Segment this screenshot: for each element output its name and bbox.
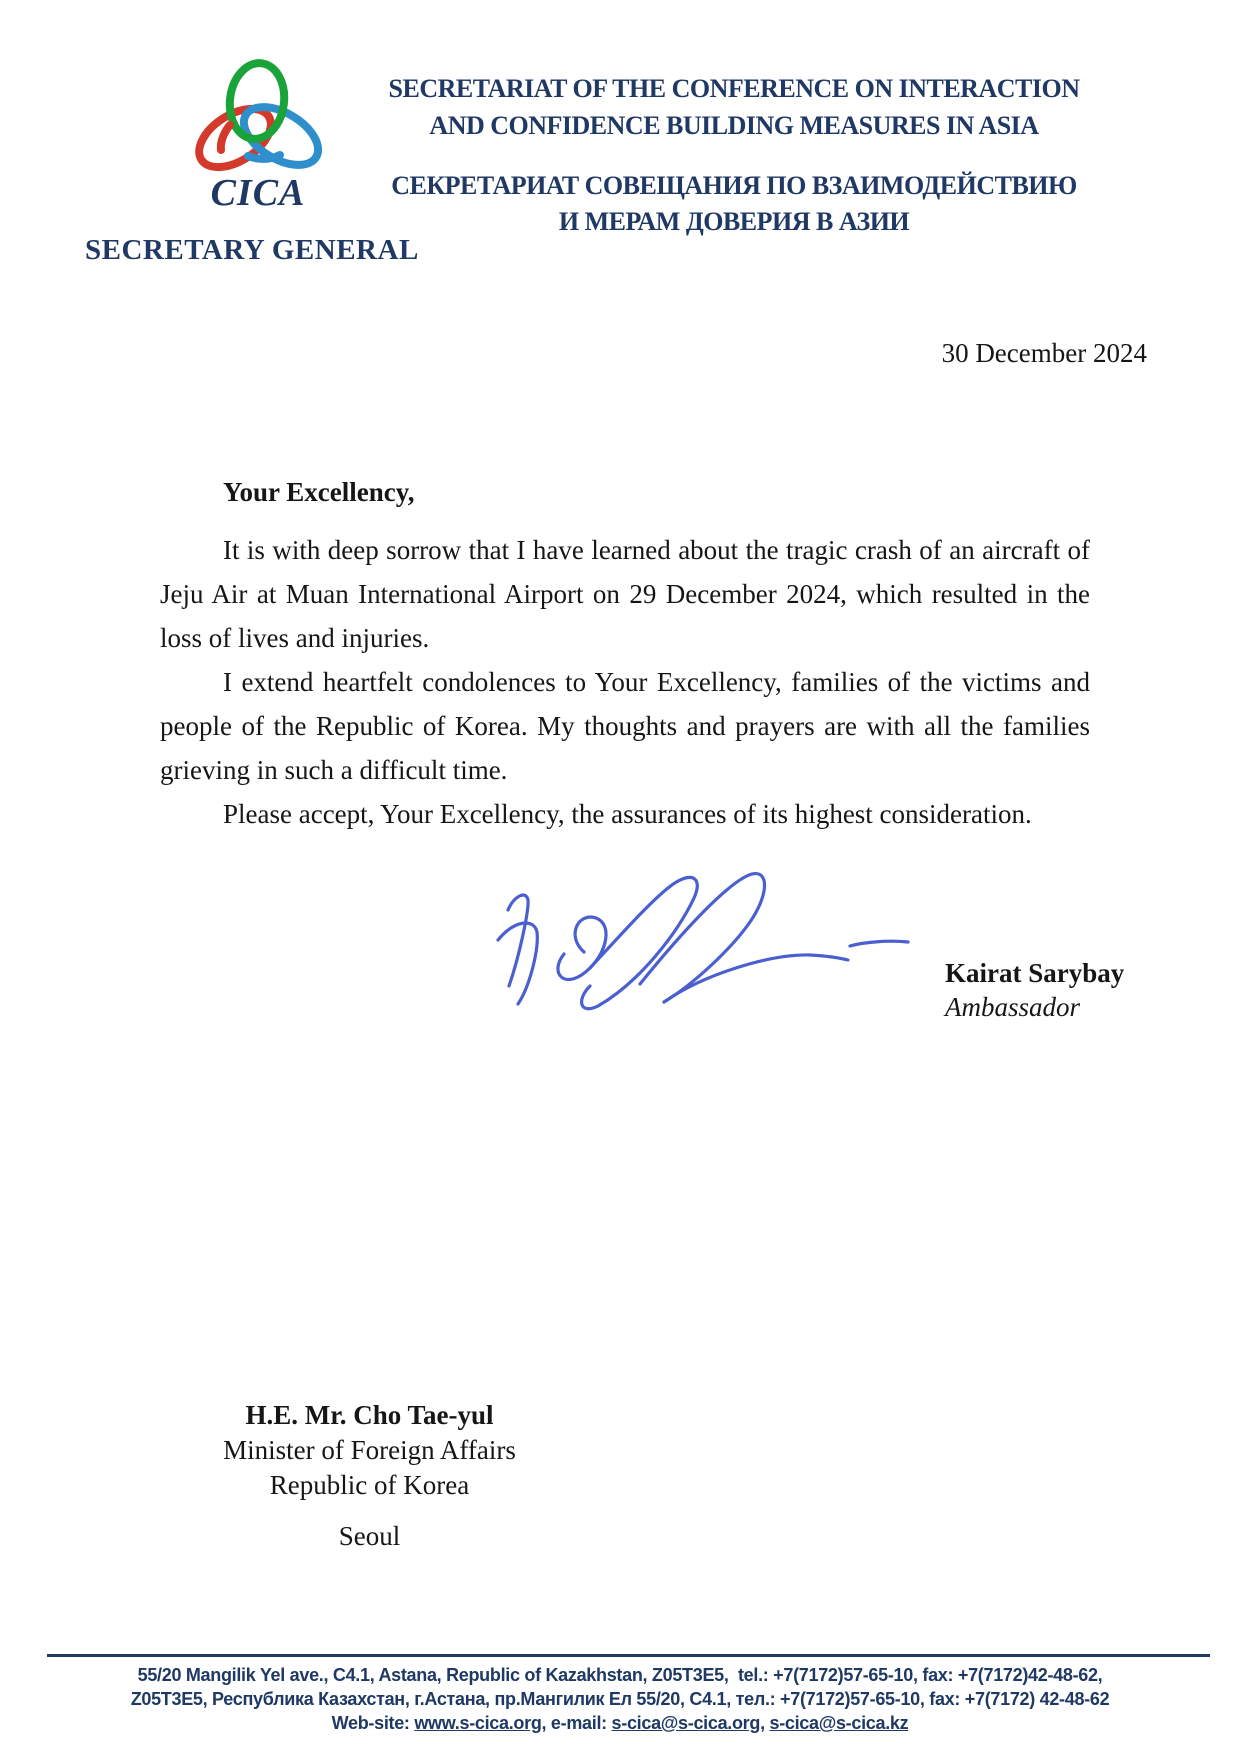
signer-title: Ambassador [945,992,1081,1022]
paragraph-3: Please accept, Your Excellency, the assurances of its highest consideration. [223,799,1032,829]
email-link-kz[interactable]: s-cica@s-cica.kz [769,1713,909,1733]
footer-email-separator: , [760,1713,770,1733]
salutation: Your Excellency, [223,477,415,507]
recipient-name: H.E. Mr. Cho Tae-yul [245,1400,494,1430]
signer-name: Kairat Sarybay [945,958,1125,988]
cica-rings-icon [188,58,328,174]
letter-date: 30 December 2024 [941,338,1147,368]
recipient-country: Republic of Korea [269,1470,470,1500]
org-title-ru-line1: СЕКРЕТАРИАТ СОВЕЩАНИЯ ПО ВЗАИМОДЕЙСТВИЮ [391,171,1077,200]
paragraph-2: I extend heartfelt condolences to Your Excellency, families of the victims and people of the Republic of Korea. My thoughts and prayers are with all the families grieving in such a difficult time. [160,667,1090,785]
signature-image [492,852,922,1017]
paragraph-1: It is with deep sorrow that I have learned about the tragic crash of an aircraft of Jeju Air at Muan International Airport on 29 December 2024, which resulted in the loss of lives and injuries. [160,535,1090,653]
letter-body [160,470,1090,836]
footer-block [30,1663,1210,1735]
logo-wordmark: CICA [210,172,306,214]
cica-logo [178,58,338,212]
secretary-general-label: SECRETARY GENERAL [85,234,419,266]
recipient-city: Seoul [338,1521,401,1551]
footer-divider [47,1654,1210,1657]
org-title-en-line1: SECRETARIAT OF THE CONFERENCE ON INTERACTION [388,74,1080,103]
org-title-ru-line2: И МЕРАМ ДОВЕРИЯ В АЗИИ [558,207,910,236]
org-title-block [368,70,1100,240]
footer-contacts [30,1711,1210,1735]
recipient-title: Minister of Foreign Affairs [223,1435,516,1465]
footer-email-label: , e-mail: [541,1713,612,1733]
website-link[interactable]: www.s-cica.org [414,1713,542,1733]
footer-address-en: 55/20 Mangilik Yel ave., C4.1, Astana, Republic of Kazakhstan, Z05T3E5, tel.: +7(7172)57-65-10, fax: +7(7172)42-48-62, [137,1665,1103,1685]
footer-address-ru: Z05T3E5, Республика Казахстан, г.Астана, пр.Мангилик Ел 55/20, C4.1, тел.: +7(7172)57-65-10, fax: +7(7172) 42-48-62 [130,1689,1110,1709]
footer-website-label: Web-site: [331,1713,415,1733]
signer-block [945,956,1124,1024]
email-link-org[interactable]: s-cica@s-cica.org [611,1713,761,1733]
org-title-en-line2: AND CONFIDENCE BUILDING MEASURES IN ASIA [429,111,1039,140]
recipient-block [182,1398,557,1554]
